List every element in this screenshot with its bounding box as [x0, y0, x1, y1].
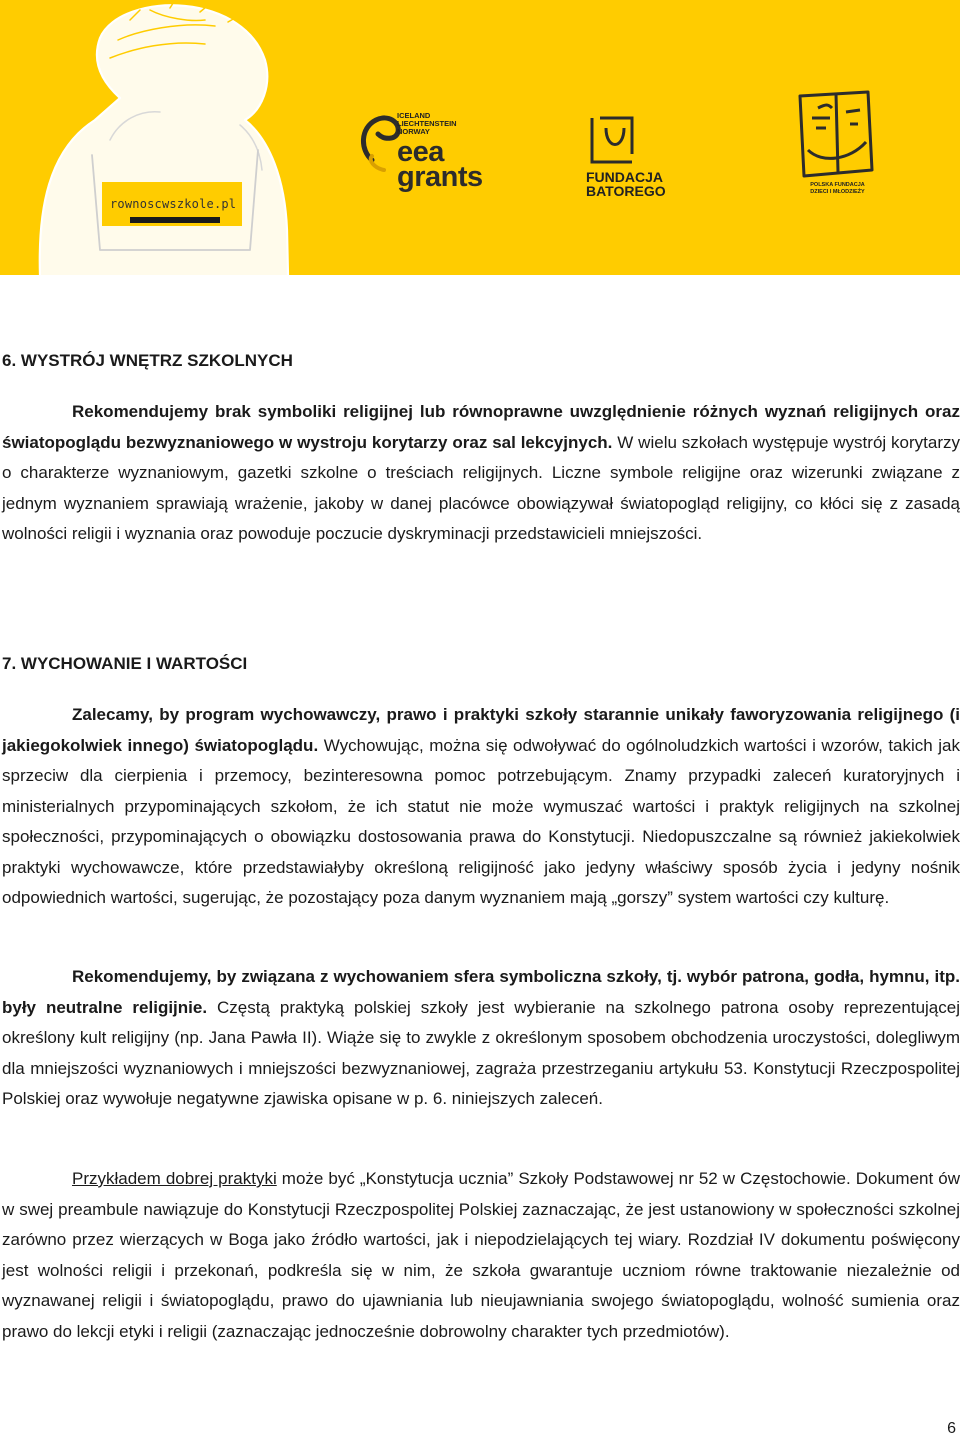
child-illustration: [40, 0, 288, 275]
pfdim-line1: POLSKA FUNDACJA: [810, 182, 865, 188]
section-6-body: W wielu szkołach występuje wystrój korytarzy o charakterze wyznaniowym, gazetki szkolne o treściach religijnych. Liczne symbole religijne oraz wizerunki związane z jednym wyznaniem sprawiają wrażenie, jakoby w danej placówce obowiązywał światopogląd religijny, co kłóci się z zasadą wolności religii i wyznania oraz powoduje poczucie dyskryminacji przedstawicieli mniejszości.: [2, 432, 960, 543]
grants-word: grants: [397, 161, 483, 193]
eea-grants-logo-text: [397, 136, 483, 193]
good-practice-label: Przykładem dobrej praktyki: [72, 1169, 277, 1188]
section-6-paragraph: [2, 397, 960, 550]
section-6-heading: 6. WYSTRÓJ WNĘTRZ SZKOLNYCH: [2, 351, 293, 370]
pfdim-mark: [800, 92, 872, 176]
eea-countries: [397, 112, 457, 136]
header-banner: [0, 0, 960, 275]
page-number: 6: [947, 1420, 956, 1437]
section-7-heading: 7. WYCHOWANIE I WARTOŚCI: [2, 654, 248, 673]
pfdim-logo-text: [800, 182, 875, 196]
batory-line1: FUNDACJA: [586, 169, 663, 185]
batory-logo-text: [586, 170, 666, 198]
section-7-paragraph-1: [2, 700, 960, 914]
section-7-body-3: może być „Konstytucja ucznia” Szkoły Podstawowej nr 52 w Częstochowie. Dokument ów w swej preambule nawiązuje do Konstytucji Rzeczpospolitej Polskiej zaznaczając, że jest ustanowiony w społeczności szkolnej zarówno przez wierzących w Boga jako źródło wartości, jak i niepodzielających tej wiary. Rozdział IV dokumentu poświęcony jest wolności religii i przekonań, podkreśla się w nim, że szkoła gwarantuje uczniom równe traktowanie niezależnie od wyznawanej religii i światopoglądu, prawo do ujawniania lub nieujawniania swojego światopoglądu, wolność sumienia oraz prawo do lekcji etyki i religii (zaznaczając jednocześnie dobrowolny charakter tych przedmiotów).: [2, 1169, 960, 1341]
site-label: rownoscwszkole.pl: [110, 197, 237, 211]
section-7-paragraph-2: [2, 962, 960, 1115]
eea-country-norway: NORWAY: [397, 127, 430, 136]
batory-mark: [592, 118, 632, 162]
section-6-recommendation: Rekomendujemy brak symboliki religijnej lub równoprawne uwzględnienie różnych wyznań religijnych oraz światopoglądu bezwyznaniowego w wystroju korytarzy oraz sal lekcyjnych.: [2, 402, 960, 452]
pfdim-line2: DZIECI I MŁODZIEŻY: [810, 189, 865, 195]
section-7-paragraph-3: [2, 1164, 960, 1347]
section-7-recommendation-1: Zalecamy, by program wychowawczy, prawo i praktyki szkoły starannie unikały faworyzowania religijnego (i jakiegokolwiek innego) światopoglądu.: [2, 705, 960, 755]
section-7-recommendation-2: Rekomendujemy, by związana z wychowaniem sfera symboliczna szkoły, tj. wybór patrona, godła, hymnu, itp. były neutralne religijnie.: [2, 967, 960, 1017]
eea-word: eea: [397, 136, 444, 168]
eea-grants-mark: [363, 118, 398, 170]
section-7-body-2: Częstą praktyką polskiej szkoły jest wybieranie na szkolnego patrona osoby reprezentującej określony kult religijny (np. Jana Pawła II). Wiąże się to zwykle z określonym sposobem obchodzenia uroczystości, dolegliwym dla mniejszości wyznaniowych i mniejszości bezwyznaniowej, zagraża przestrzeganiu artykułu 53. Konstytucji Rzeczpospolitej Polskiej oraz wywołuje negatywne zjawiska opisane w p. 6. niniejszych zaleceń.: [2, 997, 960, 1108]
section-7-body-1: Wychowując, można się odwoływać do ogólnoludzkich wartości i wzorów, takich jak sprzeciw dla cierpienia i przemocy, bezinteresowna pomoc potrzebującym. Znamy przypadki zaleceń kuratoryjnych i ministerialnych przypominających szkołom, że ich statut nie może wymuszać wartości i praktyk religijnych na szkolnej społeczności, przypominających o obowiązku dostosowania prawa do Konstytucji. Niedopuszczalne są również jakiekolwiek praktyki wychowawcze, które przedstawiałyby określoną religijność jako jedyny właściwy sposób życia i jedyny nośnik odpowiednich wartości, sugerując, że pozostający poza danym wyznaniem mają „gorszy” system wartości czy kulturę.: [2, 735, 960, 907]
eea-country-liechtenstein: LIECHTENSTEIN: [397, 119, 457, 128]
eea-country-iceland: ICELAND: [397, 111, 431, 120]
batory-line2: BATOREGO: [586, 183, 666, 199]
banner-artwork: [0, 0, 960, 275]
label-underline-bar: [130, 217, 220, 223]
